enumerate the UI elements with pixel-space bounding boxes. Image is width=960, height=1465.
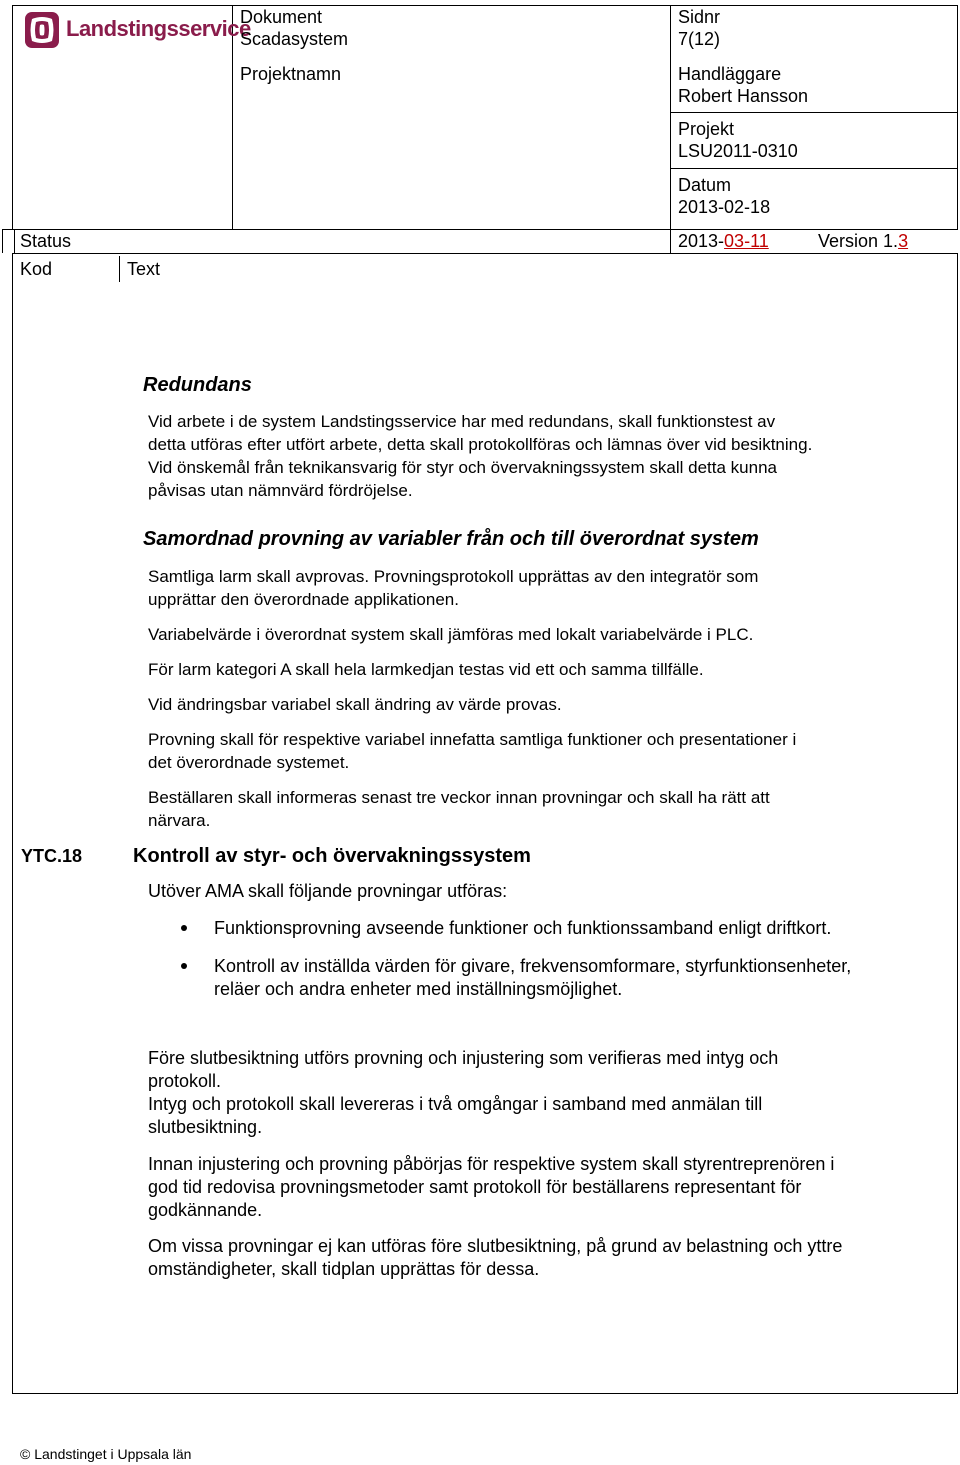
text-line: Kontroll av inställda värden för givare, frekvensomformare, styrfunktionsenheter, xyxy=(214,956,852,976)
redundans-heading: Redundans xyxy=(143,374,252,396)
datum-label: Datum xyxy=(678,175,732,195)
text-line: närvara. xyxy=(148,811,211,830)
text-line: protokoll. xyxy=(148,1071,222,1091)
header-mid-divider xyxy=(670,5,671,229)
paragraph-fore-slutbesiktning xyxy=(148,1047,778,1139)
footer-copyright xyxy=(20,1446,191,1462)
status-date xyxy=(678,230,769,252)
header-left-border xyxy=(12,5,13,229)
redundans-paragraph xyxy=(148,410,812,502)
text-line: Beställaren skall informeras senast tre veckor innan provningar och skall ha rätt att xyxy=(148,788,770,807)
samordnad-paragraph-3: För larm kategori A skall hela larmkedjan testas vid ett och samma tillfälle. xyxy=(148,660,704,679)
text-line: det överordnade systemet. xyxy=(148,753,350,772)
content-left-border xyxy=(12,253,13,1394)
text-line: Innan injustering och provning påbörjas för respektive system skall styrentreprenören i xyxy=(148,1154,835,1174)
dokument-label: Dokument xyxy=(240,7,323,27)
text-line: god tid redovisa provningsmetoder samt protokoll för beställarens representant för xyxy=(148,1177,802,1197)
version xyxy=(818,230,908,252)
status-date-divider xyxy=(670,229,671,253)
paragraph-innan-injustering xyxy=(148,1153,834,1222)
kod-label: Kod xyxy=(20,259,53,279)
copyright-icon: © xyxy=(20,1446,31,1462)
handlaggare-value: Robert Hansson xyxy=(678,86,809,106)
content-right-border xyxy=(957,253,958,1394)
samordnad-heading: Samordnad provning av variabler från och till överordnat system xyxy=(143,528,759,550)
text-line: Funktionsprovning avseende funktioner och funktionssamband enligt driftkort. xyxy=(214,918,832,938)
status-date-revised: 03-11 xyxy=(724,231,769,251)
text-line: Före slutbesiktning utförs provning och injustering som verifieras med intyg och xyxy=(148,1048,779,1068)
text-line: Om vissa provningar ej kan utföras före slutbesiktning, på grund av belastning och yttre xyxy=(148,1236,843,1256)
projektnamn-label: Projektnamn xyxy=(240,64,342,84)
bullet-icon xyxy=(181,925,187,931)
header-status-top xyxy=(2,229,958,230)
ytc-code: YTC.18 xyxy=(21,846,83,866)
paragraph-om-vissa xyxy=(148,1235,842,1281)
header-row-divider-2 xyxy=(670,168,958,169)
text-line: detta utföras efter utfört arbete, detta skall protokollföras och lämnas över vid besiktning. xyxy=(148,435,813,454)
samordnad-paragraph-1 xyxy=(148,565,758,611)
handlaggare-label: Handläggare xyxy=(678,64,782,84)
samordnad-paragraph-6 xyxy=(148,786,770,832)
version-prefix: Version 1. xyxy=(818,231,899,251)
ytc-heading: Kontroll av styr- och övervakningssystem xyxy=(133,845,531,867)
header-status-bottom xyxy=(12,253,958,254)
bullet-icon xyxy=(181,963,187,969)
text-line: godkännande. xyxy=(148,1200,263,1220)
text-line: Provning skall för respektive variabel innefatta samtliga funktioner och presentationer i xyxy=(148,730,797,749)
status-inner-tick xyxy=(14,229,15,253)
text-line: upprättar den överordnade applikationen. xyxy=(148,590,459,609)
samordnad-paragraph-4: Vid ändringsbar variabel skall ändring av värde provas. xyxy=(148,695,562,714)
text-line: Intyg och protokoll skall levereras i två omgångar i samband med anmälan till xyxy=(148,1094,763,1114)
text-line: påvisas utan nämnvärd fördröjelse. xyxy=(148,481,413,500)
header-top-border xyxy=(12,5,958,6)
version-revised: 3 xyxy=(898,231,909,251)
bullet-item-1 xyxy=(214,917,831,940)
text-line: omständigheter, skall tidplan upprättas för dessa. xyxy=(148,1259,540,1279)
text-label: Text xyxy=(127,259,161,279)
kod-text-divider xyxy=(119,256,120,282)
status-label: Status xyxy=(20,231,72,251)
dokument-value: Scadasystem xyxy=(240,29,349,49)
header-row-divider-1 xyxy=(670,112,958,113)
sidnr-label: Sidnr xyxy=(678,7,721,27)
text-line: Vid önskemål från teknikansvarig för styr och övervakningssystem skall detta kunna xyxy=(148,458,777,477)
text-line: slutbesiktning. xyxy=(148,1117,263,1137)
samordnad-paragraph-5 xyxy=(148,728,796,774)
projekt-value: LSU2011-0310 xyxy=(678,141,798,161)
projekt-label: Projekt xyxy=(678,119,735,139)
header-right-border xyxy=(957,5,958,229)
text-line: Vid arbete i de system Landstingsservice har med redundans, skall funktionstest av xyxy=(148,412,776,431)
status-left-tick xyxy=(2,229,3,253)
text-line: reläer och andra enheter med inställningsmöjlighet. xyxy=(214,979,623,999)
samordnad-paragraph-2: Variabelvärde i överordnat system skall jämföras med lokalt variabelvärde i PLC. xyxy=(148,625,754,644)
datum-value: 2013-02-18 xyxy=(678,197,771,217)
footer-text: Landstinget i Uppsala län xyxy=(34,1446,192,1462)
bullet-item-2 xyxy=(214,955,851,1001)
content-bottom-border xyxy=(12,1393,958,1394)
text-line: Samtliga larm skall avprovas. Provningsprotokoll upprättas av den integratör som xyxy=(148,567,759,586)
landstingsservice-logo-icon xyxy=(25,12,59,48)
ytc-intro: Utöver AMA skall följande provningar utföras: xyxy=(148,881,508,901)
status-date-prefix: 2013- xyxy=(678,231,725,251)
sidnr-value: 7(12) xyxy=(678,29,721,49)
logo-wordmark: Landstingsservice xyxy=(66,16,251,41)
